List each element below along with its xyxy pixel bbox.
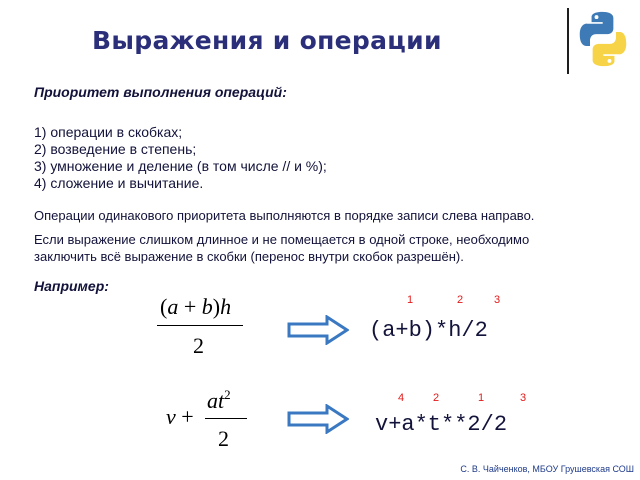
formula2-term: v + xyxy=(166,404,194,429)
order-label: 1 xyxy=(478,392,485,404)
right-arrow-icon xyxy=(287,404,349,434)
example-heading: Например: xyxy=(34,278,109,294)
list-item: 1) операции в скобках; xyxy=(34,124,183,140)
header-divider xyxy=(567,8,569,74)
formula2-fraction-bar xyxy=(205,418,247,419)
page-title: Выражения и операции xyxy=(92,26,442,55)
python-expression-2: v+a*t**2/2 xyxy=(375,412,508,437)
formula1-denominator: 2 xyxy=(193,333,204,358)
long-expression-note: Если выражение слишком длинное и не помещается в одной строке, необходимо заключить всё выражение в скобки (перенос внутри скобок разрешён). xyxy=(34,232,530,264)
python-expression-1: (a+b)*h/2 xyxy=(369,318,488,343)
list-item: 4) сложение и вычитание. xyxy=(34,175,204,191)
formula1-numerator: (a + b)h xyxy=(160,294,232,319)
list-item: 3) умножение и деление (в том числе // и %); xyxy=(34,158,327,174)
order-label: 4 xyxy=(398,392,405,404)
order-label: 3 xyxy=(494,294,501,306)
list-item: 2) возведение в степень; xyxy=(34,141,197,157)
formula1-fraction-bar xyxy=(157,325,243,326)
order-label: 1 xyxy=(407,294,414,306)
right-arrow-icon xyxy=(287,315,349,345)
order-label: 3 xyxy=(520,392,527,404)
python-logo-icon xyxy=(572,8,634,70)
formula2-denominator: 2 xyxy=(218,426,229,451)
formula2-numerator: $at^2$ xyxy=(207,387,231,413)
order-label: 2 xyxy=(457,294,464,306)
priority-heading: Приоритет выполнения операций: xyxy=(34,84,287,100)
author-credit: С. В. Чайченков, МБОУ Грушевская СОШ xyxy=(460,464,634,474)
priority-list xyxy=(34,124,327,192)
same-priority-note: Операции одинакового приоритета выполняются в порядке записи слева направо. xyxy=(34,208,535,223)
order-label: 2 xyxy=(433,392,440,404)
